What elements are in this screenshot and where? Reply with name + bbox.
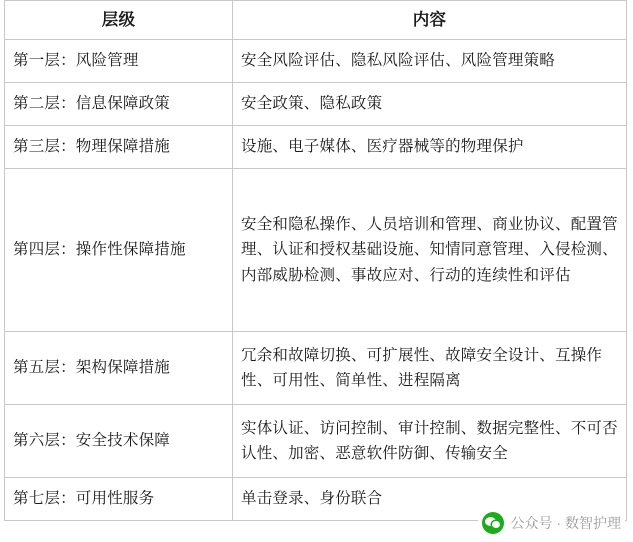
information-assurance-layer-table (4, 0, 627, 521)
table-row (5, 169, 627, 332)
watermark-text: 公众号 · 数智护理 (510, 515, 621, 531)
layer-label-cell: 第一层：风险管理 (5, 40, 233, 83)
table-body (5, 40, 627, 521)
table-row (5, 405, 627, 478)
layer-content-cell: 安全政策、隐私政策 (233, 83, 627, 126)
layer-content-cell: 单击登录、身份联合 (233, 478, 627, 521)
table-header (5, 1, 627, 40)
wechat-logo-icon (482, 512, 504, 534)
table-header-row (5, 1, 627, 40)
layer-label-cell: 第六层：安全技术保障 (5, 405, 233, 478)
watermark (478, 510, 625, 536)
layer-content-cell: 实体认证、访问控制、审计控制、数据完整性、不可否认性、加密、恶意软件防御、传输安全 (233, 405, 627, 478)
table-row (5, 40, 627, 83)
layer-label-cell: 第七层：可用性服务 (5, 478, 233, 521)
layer-label-cell: 第三层：物理保障措施 (5, 126, 233, 169)
layer-content-cell: 冗余和故障切换、可扩展性、故障安全设计、互操作性、可用性、简单性、进程隔离 (233, 332, 627, 405)
layer-content-cell: 设施、电子媒体、医疗器械等的物理保护 (233, 126, 627, 169)
table-row (5, 332, 627, 405)
layer-label-cell: 第五层：架构保障措施 (5, 332, 233, 405)
layer-label-cell: 第四层：操作性保障措施 (5, 169, 233, 332)
layer-content-cell: 安全风险评估、隐私风险评估、风险管理策略 (233, 40, 627, 83)
table-row (5, 126, 627, 169)
table-row (5, 83, 627, 126)
layer-content-cell: 安全和隐私操作、人员培训和管理、商业协议、配置管理、认证和授权基础设施、知情同意管理、入侵检测、内部威胁检测、事故应对、行动的连续性和评估 (233, 169, 627, 332)
layer-label-cell: 第二层：信息保障政策 (5, 83, 233, 126)
column-header-content: 内容 (233, 1, 627, 40)
column-header-layer: 层级 (5, 1, 233, 40)
